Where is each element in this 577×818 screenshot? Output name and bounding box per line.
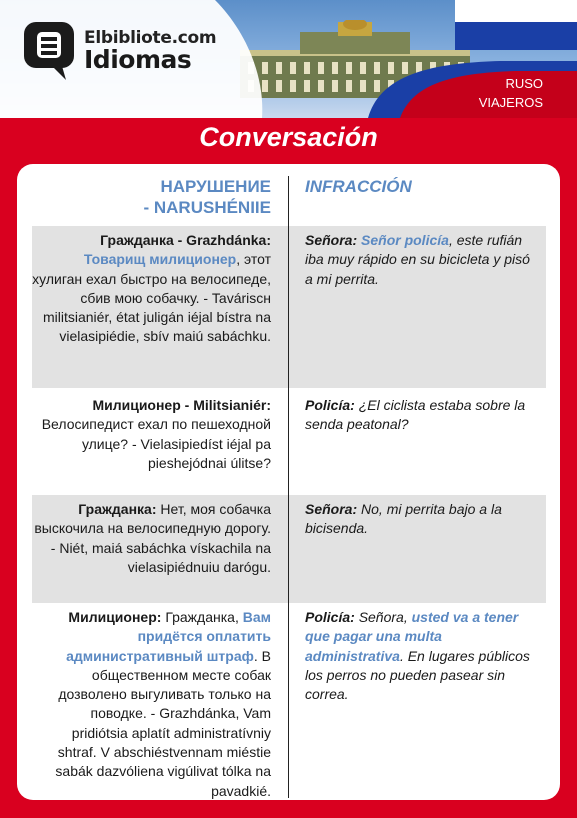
- brand-title: Idiomas: [84, 45, 192, 74]
- speaker-label: Señora:: [305, 501, 358, 517]
- row-1-spanish: [305, 231, 535, 289]
- highlighted-phrase: usted va a tener que pagar una multa administrativa: [305, 609, 519, 664]
- speaker-label: Гражданка:: [78, 501, 157, 517]
- brand-site: Elbibliote.com: [84, 28, 217, 48]
- russian-column-header: [17, 176, 271, 218]
- row-3-spanish: [305, 500, 535, 539]
- speaker-label: Policía:: [305, 609, 355, 625]
- row-4-spanish: [305, 608, 535, 704]
- highlighted-phrase: Вам придётся оплатить административный штраф: [66, 609, 271, 664]
- line-text: . В общественном месте собак дозволено выгуливать только на поводке. - Grazhdánka, Vam pridiótsia aplatít administratívniy shtraf. V abschiéstvennam miéstie sabák dazvóliena vigúlivat tólka na pavadkié.: [55, 647, 271, 799]
- line-text: , este rufián iba muy rápido en su bicicleta y pisó a mi perrita.: [305, 232, 530, 287]
- line-text: Нет, моя собачка выскочила на велосипедную дорогу. - Niét, maiá sabáchka vískachila na vielasipiédnuiu darógu.: [34, 501, 271, 575]
- badge-language: RUSO: [505, 76, 543, 91]
- line-text: Señora,: [358, 609, 412, 625]
- highlighted-phrase: Товарищ милиционер: [83, 251, 237, 268]
- speaker-label: Милиционер - Militsianiér:: [92, 397, 271, 413]
- speaker-label: Гражданка - Grazhdánka:: [100, 232, 271, 248]
- spanish-column-header: INFRACCIÓN: [305, 177, 412, 196]
- speaker-label: Señora:: [305, 232, 358, 248]
- line-text: . En lugares públicos los perros no pueden pasear sin correa.: [305, 647, 530, 703]
- column-divider: [288, 176, 289, 798]
- line-text: ¿El ciclista estaba sobre la senda peatonal?: [305, 397, 526, 433]
- row-4-russian: [32, 608, 271, 800]
- header-banner: [0, 0, 577, 118]
- highlighted-phrase: Señor policía: [361, 232, 449, 248]
- row-2-russian: [32, 396, 271, 473]
- row-3-russian: [32, 500, 271, 577]
- russian-header-line1: НАРУШЕНИЕ: [160, 177, 271, 196]
- section-title: Conversación: [199, 122, 378, 152]
- speech-bubble-logo-icon: [22, 20, 76, 82]
- line-text: No, mi perrita bajo a la bicisenda.: [305, 501, 502, 537]
- conversation-card: [17, 164, 560, 800]
- line-text: Гражданка,: [165, 609, 243, 625]
- speaker-label: Милиционер:: [68, 609, 162, 625]
- line-text: , этот хулиган ехал быстро на велосипеде, сбив мою собачку. - Taváriscн militsianiér, état juligán iéjal bístra na vielasipiédie, sbív maiú sabáchku.: [32, 251, 271, 345]
- row-1-russian: [32, 231, 271, 347]
- row-2-spanish: [305, 396, 535, 435]
- speaker-label: Policía:: [305, 397, 355, 413]
- line-text: Велосипедист ехал по пешеходной улице? - Vielasipiedíst iéjal pa pieshejódnai úlitse?: [41, 416, 271, 471]
- badge-level: VIAJEROS: [478, 95, 543, 110]
- russian-flag-white-stripe: [455, 0, 577, 22]
- russian-header-line2: - NARUSHÉNIIE: [143, 198, 271, 217]
- russian-flag-blue-stripe: [455, 22, 577, 50]
